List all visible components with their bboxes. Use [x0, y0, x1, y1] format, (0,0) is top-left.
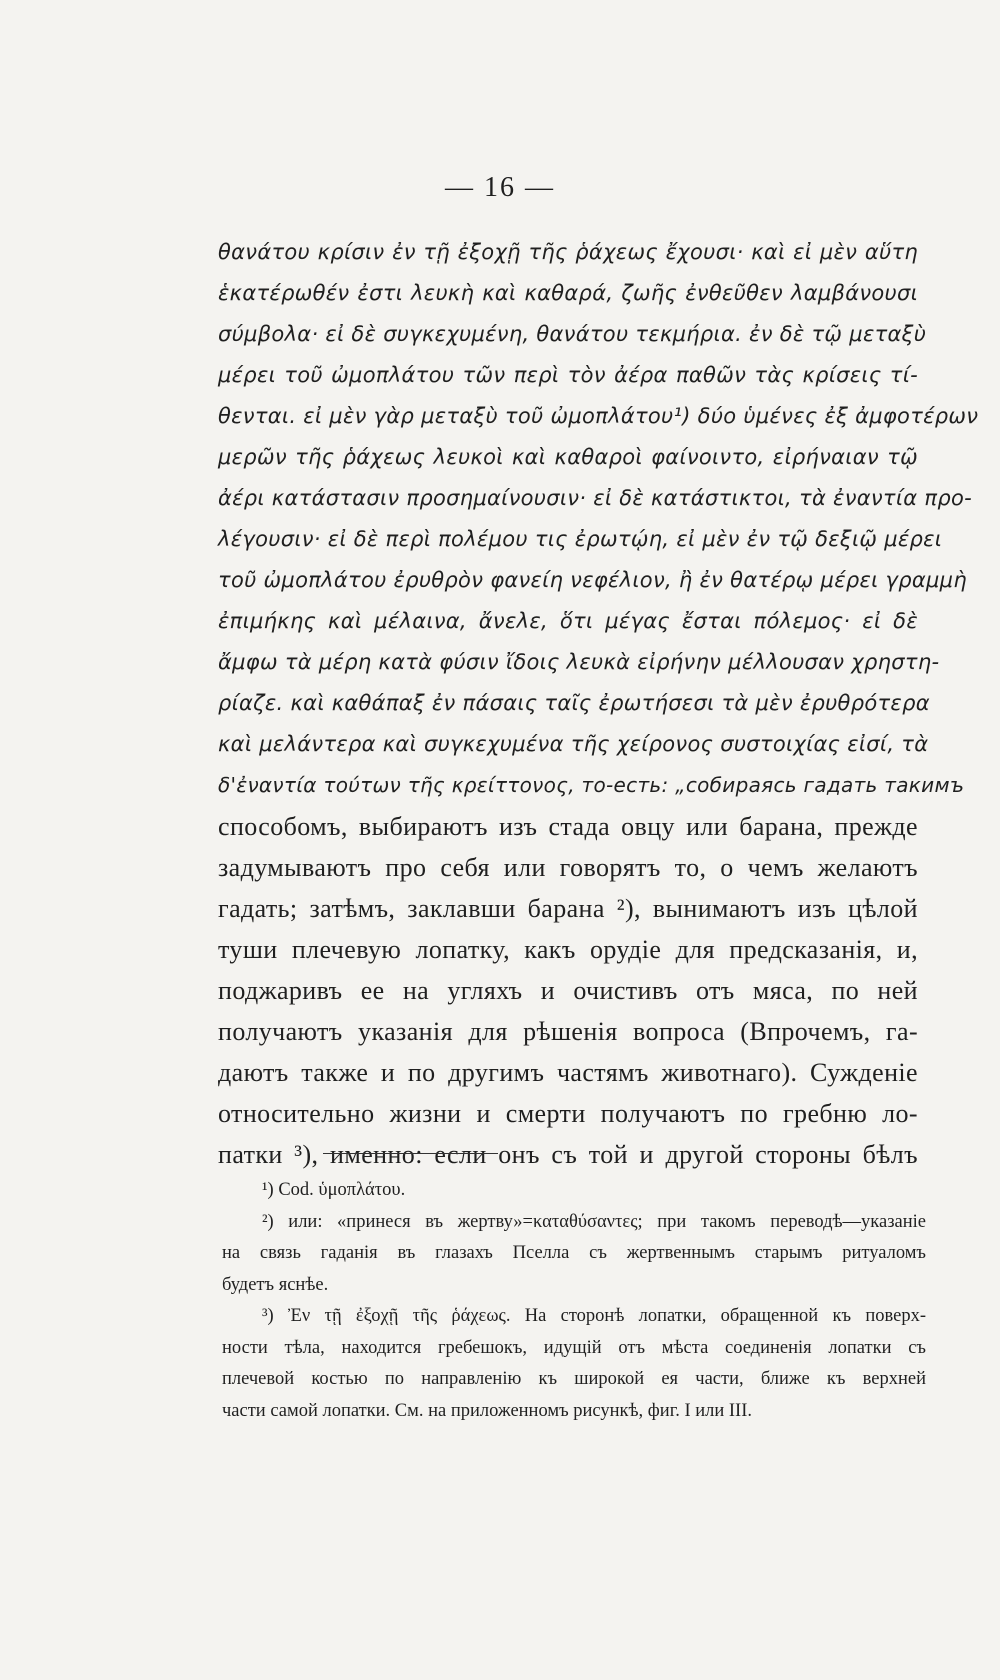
text-line: καὶ μελάντερα καὶ συγκεχυμένα τῆς χείρονος συστοιχίας εἰσί, τὰ — [218, 732, 929, 756]
footnote-line: будетъ яснѣе. — [222, 1274, 329, 1295]
text-line: μέρει τοῦ ὠμοπλάτου τῶν περὶ τὸν ἀέρα παθῶν τὰς κρίσεις τί- — [218, 363, 918, 387]
footnote-line: на связь гаданія въ глазахъ Пселла съ жертвеннымъ старымъ ритуаломъ — [222, 1243, 926, 1263]
text-line: δ'ἐναντία τούτων τῆς κρείττονος, то-есть: „собираясь гадать такимъ — [218, 773, 965, 797]
footnote-line: ²) или: «принеся въ жертву»=καταθύσαντες; при такомъ переводѣ—указаніе — [262, 1211, 926, 1232]
footnote-line: ¹) Cod. ὑμοπλάτου. — [262, 1180, 406, 1200]
text-line: способомъ, выбираютъ изъ стада овцу или барана, прежде — [218, 812, 918, 841]
text-line: λέγουσιν· εἰ δὲ περὶ πολέμου τις ἐρωτῴη, εἰ μὲν ἐν τῷ δεξιῷ μέρει — [218, 527, 943, 551]
main-text — [218, 232, 979, 1175]
footnote-line: части самой лопатки. См. на приложенномъ рисункѣ, фиг. I или III. — [222, 1400, 752, 1421]
text-line: θενται. εἰ μὲν γὰρ μεταξὺ τοῦ ὠμοπλάτου¹) δύο ὑμένες ἐξ ἀμφοτέρων — [218, 404, 979, 428]
text-line: τοῦ ὠμοπλάτου ἐρυθρὸν φανείη νεφέλιον, ἢ ἐν θατέρῳ μέρει γραμμὴ — [218, 568, 967, 592]
footnote-line: ности тѣла, находится гребешокъ, идущій отъ мѣста соединенія лопатки съ — [222, 1337, 926, 1358]
footnote-line: ³) Ἐν τῇ ἐξοχῇ τῆς ῥάχεως. На сторонѣ лопатки, обращенной къ поверх- — [262, 1306, 926, 1326]
footnote-divider — [323, 1153, 498, 1154]
text-line: ἐπιμήκης καὶ μέλαινα, ἄνελε, ὅτι μέγας ἔσται πόλεμος· εἰ δὲ — [218, 609, 918, 633]
footnote-line: плечевой костью по направленію къ широкой ея части, ближе къ верхней — [222, 1369, 926, 1389]
text-line: патки ³), именно: если онъ съ той и другой стороны бѣлъ — [218, 1140, 918, 1169]
text-line: σύμβολα· εἰ δὲ συγκεχυμένη, θανάτου τεκμήρια. ἐν δὲ τῷ μεταξὺ — [218, 322, 927, 346]
page-number: — 16 — — [445, 172, 555, 203]
text-line: ἄμφω τὰ μέρη κατὰ φύσιν ἴδοις λευκὰ εἰρήνην μέλλουσαν χρηστη- — [218, 650, 940, 674]
text-line: поджаривъ ее на угляхъ и очистивъ отъ мяса, по ней — [218, 976, 918, 1005]
text-line: ρίαζε. καὶ καθάπαξ ἐν πάσαις ταῖς ἐρωτήσεσι τὰ μὲν ἐρυθρότερα — [218, 691, 930, 715]
text-line: гадать; затѣмъ, заклавши барана ²), вынимаютъ изъ цѣлой — [218, 894, 918, 923]
text-line: задумываютъ про себя или говорятъ то, о чемъ желаютъ — [218, 853, 918, 882]
text-line: θανάτου κρίσιν ἐν τῇ ἐξοχῇ τῆς ῥάχεως ἔχουσι· καὶ εἰ μὲν αὕτη — [218, 240, 918, 264]
text-line: ἑκατέρωθέν ἐστι λευκὴ καὶ καθαρά, ζωῆς ἐνθεῦθεν λαμβάνουσι — [218, 281, 918, 305]
text-line: получаютъ указанія для рѣшенія вопроса (Впрочемъ, га- — [218, 1017, 918, 1046]
text-line: μερῶν τῆς ῥάχεως λευκοὶ καὶ καθαροὶ φαίνοιντο, εἰρήναιαν τῷ — [218, 445, 918, 469]
text-line: ἀέρι κατάστασιν προσημαίνουσιν· εἰ δὲ κατάστικτοι, τὰ ἐναντία προ- — [218, 486, 972, 510]
footnotes — [222, 1175, 926, 1427]
text-line: относительно жизни и смерти получаютъ по гребню ло- — [218, 1099, 918, 1128]
text-line: туши плечевую лопатку, какъ орудіе для предсказанія, и, — [218, 935, 918, 964]
text-line: даютъ также и по другимъ частямъ животнаго). Сужденіе — [218, 1058, 918, 1087]
